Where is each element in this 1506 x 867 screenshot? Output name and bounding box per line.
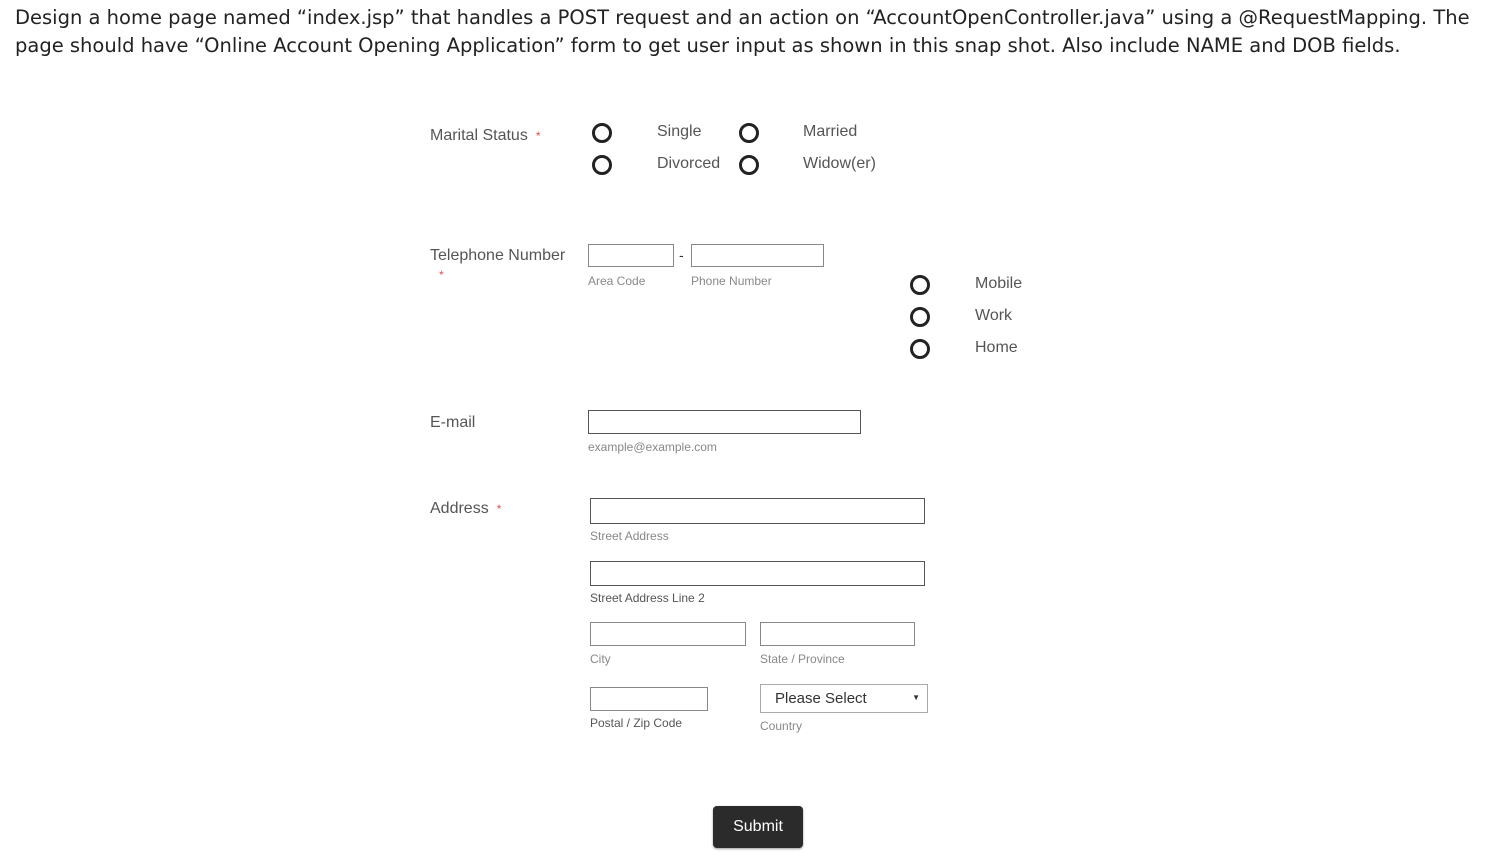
marital-status-label [430, 127, 540, 145]
street-address-input[interactable] [590, 498, 925, 524]
radio-married[interactable] [739, 123, 759, 143]
phone-number-input[interactable] [691, 244, 824, 267]
email-hint: example@example.com [588, 440, 717, 454]
required-mark: * [439, 268, 444, 282]
country-sublabel: Country [760, 719, 803, 733]
option-widower-label: Widow(er) [803, 155, 876, 172]
chevron-down-icon: ▼ [912, 693, 920, 702]
radio-home[interactable] [910, 339, 930, 359]
submit-button[interactable]: Submit [713, 806, 803, 848]
required-mark: * [496, 502, 502, 516]
radio-mobile[interactable] [910, 275, 930, 295]
phone-separator: - [679, 247, 684, 263]
option-married-label: Married [803, 123, 858, 140]
address-label-text: Address [430, 500, 489, 517]
radio-single[interactable] [592, 123, 612, 143]
radio-work[interactable] [910, 307, 930, 327]
area-code-sublabel: Area Code [588, 274, 646, 288]
postal-code-input[interactable] [590, 687, 708, 711]
email-input[interactable] [588, 410, 861, 434]
option-divorced-label: Divorced [657, 155, 721, 172]
telephone-label: Telephone Number [430, 247, 566, 264]
email-label: E-mail [430, 414, 476, 431]
postal-code-sublabel: Postal / Zip Code [590, 716, 683, 730]
city-sublabel: City [590, 652, 611, 666]
radio-divorced[interactable] [592, 155, 612, 175]
street-address-2-sublabel: Street Address Line 2 [590, 591, 705, 605]
street-address-sublabel: Street Address [590, 529, 669, 543]
country-select-value: Please Select [775, 690, 867, 707]
state-sublabel: State / Province [760, 652, 845, 666]
option-mobile-label: Mobile [975, 275, 1023, 292]
country-select[interactable] [760, 684, 928, 713]
city-input[interactable] [590, 622, 746, 646]
radio-widower[interactable] [739, 155, 759, 175]
option-single-label: Single [657, 123, 702, 140]
option-home-label: Home [975, 339, 1018, 356]
street-address-2-input[interactable] [590, 561, 925, 586]
option-work-label: Work [975, 307, 1013, 324]
area-code-input[interactable] [588, 244, 674, 267]
phone-number-sublabel: Phone Number [691, 274, 772, 288]
state-input[interactable] [760, 622, 915, 646]
marital-status-label-text: Marital Status [430, 127, 528, 144]
address-label [430, 500, 501, 518]
question-text: Design a home page named “index.jsp” that handles a POST request and an action on “AccountOpenController.java” using a @RequestMapping. The page should have “Online Account Opening Application” form to get user input as shown in this snap shot. Also include NAME and DOB fields. [15, 6, 1470, 57]
required-mark: * [535, 129, 541, 143]
